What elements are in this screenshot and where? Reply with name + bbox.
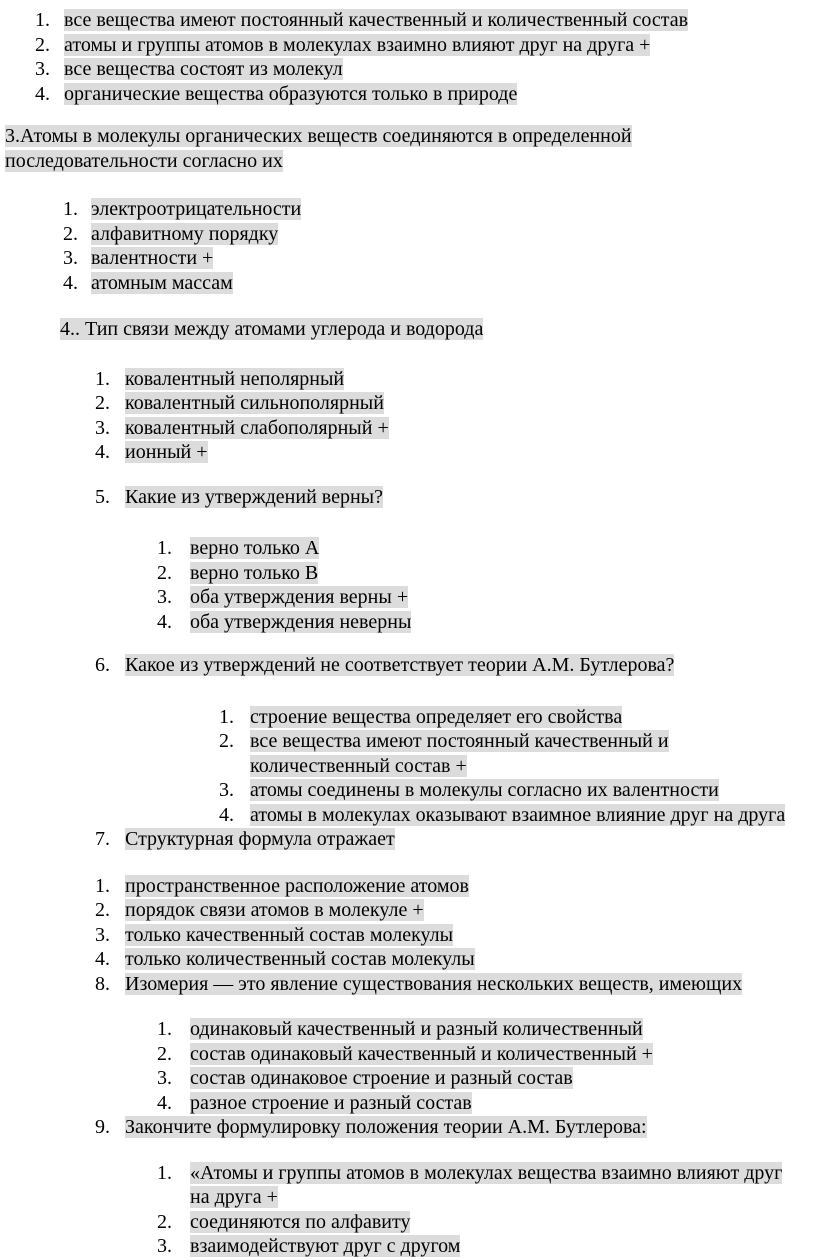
question-5-stem	[0, 485, 816, 510]
option-row	[0, 1017, 816, 1042]
question-9-options	[0, 1161, 816, 1259]
question-4-stem	[0, 317, 816, 342]
option-number: 1.	[95, 367, 110, 390]
option-text: «Атомы и группы атомов в молекулах вещества взаимно влияют друг на друга +	[190, 1161, 783, 1208]
option-row	[0, 367, 816, 392]
option-number: 4.	[35, 82, 50, 105]
question-7-stem	[0, 827, 816, 852]
option-text: все вещества имеют постоянный качественный и количественный состав +	[250, 730, 669, 777]
option-number: 4.	[95, 948, 110, 970]
option-number: 2.	[95, 899, 110, 921]
question-3-options	[0, 197, 816, 295]
option-row	[0, 271, 816, 296]
option-number: 2.	[95, 392, 110, 414]
option-number: 1.	[95, 874, 110, 897]
option-number: 3.	[35, 58, 50, 80]
question-number: 8.	[95, 972, 110, 995]
option-row	[0, 1042, 816, 1067]
option-text: разное строение и разный состав	[190, 1091, 472, 1114]
option-number: 4.	[63, 271, 78, 294]
option-text: электроотрицательности	[91, 198, 302, 220]
option-text: соединяются по алфавиту	[190, 1210, 411, 1233]
option-row	[0, 1161, 790, 1210]
option-row	[0, 874, 816, 899]
option-number: 1.	[35, 9, 50, 31]
question-stem-text: Структурная формула отражает	[125, 828, 395, 850]
option-number: 1.	[157, 537, 172, 559]
option-number: 4.	[157, 1091, 172, 1114]
option-number: 2.	[157, 1042, 172, 1065]
option-number: 3.	[157, 1067, 172, 1089]
option-text: состав одинаковый качественный и количественный +	[190, 1042, 653, 1065]
option-row	[0, 391, 816, 416]
question-number: 5.	[95, 485, 110, 508]
option-text: все вещества состоят из молекул	[64, 58, 343, 80]
option-number: 2.	[35, 33, 50, 56]
option-row	[0, 246, 816, 271]
question-stem-text: Изомерия — это явление существования нескольких веществ, имеющих	[125, 972, 743, 995]
question-7-options	[0, 874, 816, 972]
option-row	[0, 222, 816, 247]
option-number: 1.	[157, 1161, 172, 1184]
option-row	[0, 82, 816, 107]
question-number: 7.	[95, 828, 110, 850]
option-text: ковалентный слабополярный +	[125, 416, 389, 439]
option-row	[0, 1091, 816, 1116]
option-row	[0, 1066, 816, 1091]
option-text: ковалентный неполярный	[125, 367, 345, 390]
question-stem-text: Закончите формулировку положения теории А.М. Бутлерова:	[125, 1116, 647, 1138]
option-row	[0, 197, 816, 222]
option-number: 2.	[63, 222, 78, 245]
question-stem-text: Какие из утверждений верны?	[125, 485, 383, 508]
option-text: порядок связи атомов в молекуле +	[125, 899, 424, 921]
option-row	[0, 57, 816, 82]
option-text: взаимодействуют друг с другом	[190, 1235, 461, 1257]
option-number: 3.	[63, 247, 78, 269]
option-text: оба утверждения неверны	[190, 610, 412, 633]
question-stem-text: Какое из утверждений не соответствует теории А.М. Бутлерова?	[125, 654, 675, 676]
option-number: 3.	[95, 416, 110, 439]
option-row	[0, 440, 816, 465]
option-row	[0, 729, 750, 778]
option-text: оба утверждения верны +	[190, 586, 409, 608]
question-number: 6.	[95, 654, 110, 676]
question-5-options	[0, 536, 816, 634]
question-stem-text: 3.Атомы в молекулы органических веществ соединяются в определенной последовательности согласно их	[5, 125, 632, 172]
option-number: 4.	[219, 803, 234, 826]
option-number: 3.	[95, 923, 110, 946]
option-number: 1.	[219, 705, 234, 728]
option-text: атомы в молекулах оказывают взаимное влияние друг на друга	[250, 803, 786, 826]
option-number: 3.	[157, 586, 172, 608]
option-row	[0, 803, 816, 828]
option-row	[0, 778, 816, 803]
option-text: пространственное расположение атомов	[125, 874, 469, 897]
option-text: валентности +	[91, 247, 214, 269]
option-row	[0, 705, 816, 730]
option-row	[0, 561, 816, 586]
question-number: 9.	[95, 1116, 110, 1138]
option-row	[0, 610, 816, 635]
option-text: только количественный состав молекулы	[125, 948, 475, 970]
question-8-stem	[0, 972, 816, 997]
option-row	[0, 1210, 816, 1235]
option-text: состав одинаковое строение и разный состав	[190, 1067, 573, 1089]
option-number: 3.	[219, 779, 234, 801]
option-text: атомным массам	[91, 271, 233, 294]
question-8-options	[0, 1017, 816, 1115]
option-row	[0, 8, 816, 33]
option-number: 1.	[157, 1018, 172, 1040]
option-row	[0, 416, 816, 441]
option-text: все вещества имеют постоянный качественный и количественный состав	[64, 9, 689, 31]
question-3-stem	[0, 124, 660, 173]
option-text: алфавитному порядку	[91, 222, 279, 245]
option-row	[0, 585, 816, 610]
option-number: 4.	[157, 610, 172, 633]
option-text: одинаковый качественный и разный количественный	[190, 1018, 643, 1040]
option-number: 4.	[95, 441, 110, 463]
option-row	[0, 536, 816, 561]
option-number: 3.	[157, 1235, 172, 1257]
option-text: ковалентный сильнополярный	[125, 392, 384, 414]
question-2-options	[0, 8, 816, 106]
option-text: верно только В	[190, 561, 319, 584]
option-number: 1.	[63, 198, 78, 220]
option-number: 2.	[157, 561, 172, 584]
option-text: ионный +	[125, 441, 208, 463]
question-4-options	[0, 367, 816, 465]
option-number: 2.	[157, 1210, 172, 1233]
option-text: только качественный состав молекулы	[125, 923, 454, 946]
question-9-stem	[0, 1115, 816, 1140]
option-row	[0, 33, 816, 58]
option-text: органические вещества образуются только в природе	[64, 82, 518, 105]
option-text: атомы соединены в молекулы согласно их валентности	[250, 779, 719, 801]
option-number: 2.	[219, 730, 234, 752]
document-page	[0, 8, 816, 1259]
option-row	[0, 923, 816, 948]
option-row	[0, 947, 816, 972]
option-text: верно только А	[190, 537, 320, 559]
option-text: атомы и группы атомов в молекулах взаимно влияют друг на друга +	[64, 33, 651, 56]
question-6-stem	[0, 653, 816, 678]
question-stem-text: 4.. Тип связи между атомами углерода и водорода	[60, 318, 484, 340]
option-row	[0, 898, 816, 923]
question-6-options	[0, 705, 816, 828]
option-row	[0, 1234, 816, 1259]
option-text: строение вещества определяет его свойства	[250, 705, 623, 728]
